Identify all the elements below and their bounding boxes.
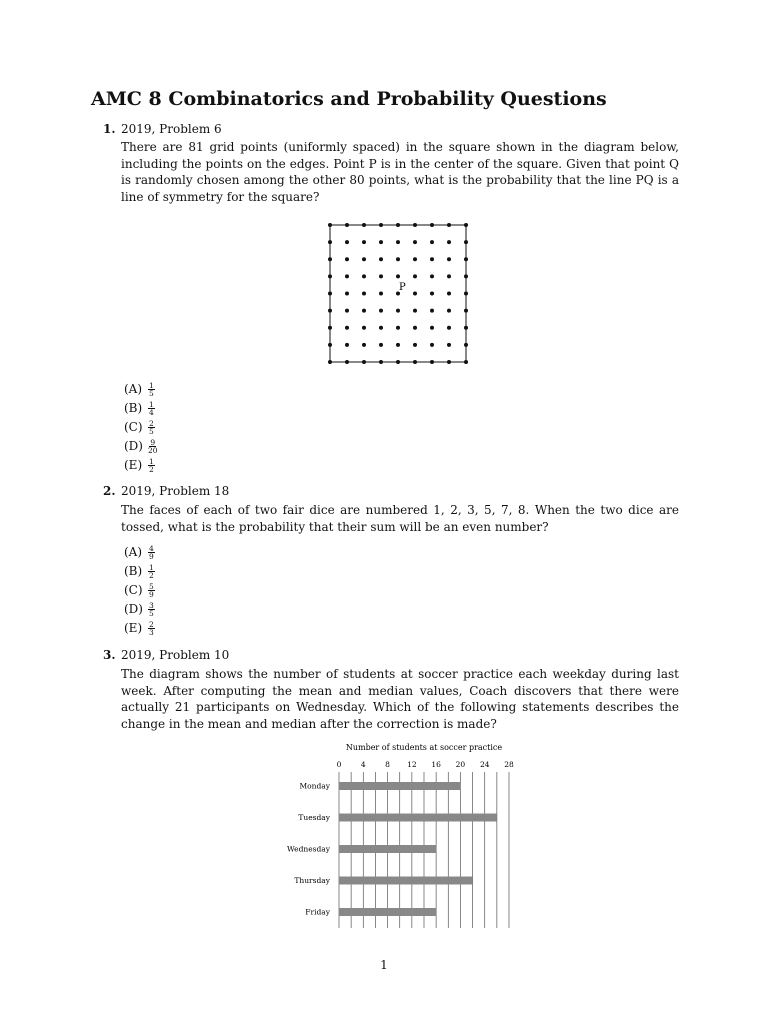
grid-point	[413, 240, 417, 244]
fraction: $\frac{2}{3}$	[149, 619, 154, 637]
tick-label: 12	[407, 760, 417, 769]
problem-3-number: 3.	[103, 648, 116, 662]
grid-point	[345, 292, 349, 296]
grid-point	[328, 326, 332, 330]
grid-point	[362, 274, 366, 278]
grid-point	[430, 240, 434, 244]
grid-point	[379, 257, 383, 261]
bar	[339, 845, 436, 853]
grid-point	[345, 223, 349, 227]
grid-point	[362, 309, 366, 313]
grid-point	[345, 240, 349, 244]
fraction: $\frac{1}{4}$	[149, 399, 154, 417]
grid-point	[328, 240, 332, 244]
grid-diagram	[326, 220, 471, 366]
soccer-practice-chart	[280, 738, 530, 932]
grid-point	[362, 223, 366, 227]
grid-point	[396, 257, 400, 261]
grid-point	[396, 343, 400, 347]
grid-point	[464, 223, 468, 227]
grid-point	[345, 257, 349, 261]
grid-point	[345, 326, 349, 330]
category-label: Tuesday	[298, 813, 330, 822]
category-label: Wednesday	[287, 844, 330, 854]
grid-point	[430, 223, 434, 227]
grid-point	[464, 343, 468, 347]
grid-point	[328, 343, 332, 347]
grid-point	[413, 292, 417, 296]
grid-point	[328, 274, 332, 278]
grid-point	[413, 309, 417, 313]
fraction: $\frac{1}{2}$	[149, 456, 154, 474]
problem-2-text: The faces of each of two fair dice are numbered 1, 2, 3, 5, 7, 8. When the two dice are tossed, what is the probability that their sum will be an even number?	[121, 503, 679, 534]
grid-point	[464, 360, 468, 364]
category-label: Friday	[305, 907, 330, 917]
problem-3-text: The diagram shows the number of students at soccer practice each weekday during last week. After computing the mean and median values, Coach discovers that there were actually 21 participants on Wednesday. Which of the following statements describes the change in the mean and median after the correction is made?	[121, 667, 679, 731]
grid-point	[396, 274, 400, 278]
fraction: $\frac{9}{20}$	[148, 437, 158, 455]
bar	[339, 782, 460, 790]
grid-point	[430, 292, 434, 296]
center-label: P	[399, 282, 406, 293]
problem-1-heading: 2019, Problem 6	[121, 122, 222, 136]
grid-point	[362, 240, 366, 244]
grid-point	[328, 223, 332, 227]
fraction: $\frac{3}{5}$	[149, 600, 154, 618]
tick-label: 28	[504, 760, 514, 769]
choice-b: (B) $\frac{1}{2}$	[124, 562, 154, 580]
grid-point	[464, 240, 468, 244]
grid-point	[396, 309, 400, 313]
page-number: 1	[380, 958, 388, 972]
grid-point	[430, 360, 434, 364]
grid-point	[413, 343, 417, 347]
grid-point	[362, 360, 366, 364]
grid-point	[362, 292, 366, 296]
chart-categories	[287, 782, 331, 917]
grid-point	[379, 240, 383, 244]
tick-label: 4	[360, 760, 366, 769]
grid-point	[430, 343, 434, 347]
fraction: $\frac{1}{2}$	[149, 562, 154, 580]
grid-point	[413, 326, 417, 330]
tick-label: 20	[455, 760, 466, 769]
grid-point	[447, 309, 451, 313]
tick-label: 0	[336, 760, 342, 769]
problem-3-heading: 2019, Problem 10	[121, 648, 230, 662]
grid-point	[328, 309, 332, 313]
fraction: $\frac{1}{5}$	[149, 380, 154, 398]
grid-point	[328, 360, 332, 364]
grid-point	[345, 274, 349, 278]
page-title: AMC 8 Combinatorics and Probability Questions	[91, 88, 607, 110]
grid-point	[328, 257, 332, 261]
grid-point	[447, 240, 451, 244]
grid-point	[379, 326, 383, 330]
grid-point	[362, 326, 366, 330]
grid-point	[413, 223, 417, 227]
grid-point	[328, 292, 332, 296]
grid-point	[464, 274, 468, 278]
grid-point	[464, 326, 468, 330]
grid-point	[396, 240, 400, 244]
fraction: $\frac{5}{9}$	[149, 581, 154, 599]
grid-point	[447, 257, 451, 261]
grid-point	[396, 360, 400, 364]
problem-2-heading: 2019, Problem 18	[121, 484, 230, 498]
grid-point	[345, 343, 349, 347]
choice-c: (C) $\frac{2}{5}$	[124, 418, 154, 436]
choice-e: (E) $\frac{1}{2}$	[124, 456, 154, 474]
category-label: Monday	[299, 781, 330, 791]
grid-point	[413, 274, 417, 278]
grid-point	[430, 274, 434, 278]
grid-point	[413, 257, 417, 261]
choice-d: (D) $\frac{3}{5}$	[124, 600, 154, 618]
fraction: $\frac{2}{5}$	[149, 418, 154, 436]
grid-point	[379, 360, 383, 364]
grid-point	[362, 257, 366, 261]
choice-a: (A) $\frac{1}{5}$	[124, 380, 154, 398]
grid-point	[362, 343, 366, 347]
grid-point	[379, 223, 383, 227]
grid-point	[447, 292, 451, 296]
chart-ticks	[337, 760, 514, 769]
grid-point	[396, 326, 400, 330]
choice-a: (A) $\frac{4}{9}$	[124, 543, 154, 561]
problem-1-text: There are 81 grid points (uniformly spaced) in the square shown in the diagram below, including the points on the edges. Point P is in the center of the square. Given that point Q is randomly chosen among the other 80 points, what is the probability that the line PQ is a line of symmetry for the square?	[121, 140, 679, 204]
grid-point	[379, 309, 383, 313]
grid-point	[447, 360, 451, 364]
choice-e: (E) $\frac{2}{3}$	[124, 619, 154, 637]
grid-point	[447, 223, 451, 227]
grid-point	[430, 257, 434, 261]
chart-title: Number of students at soccer practice	[345, 743, 503, 752]
grid-point	[345, 309, 349, 313]
choice-d: (D) $\frac{9}{20}$	[124, 437, 158, 455]
fraction: $\frac{4}{9}$	[149, 543, 154, 561]
problem-1-number: 1.	[103, 122, 116, 136]
tick-label: 16	[431, 760, 441, 769]
grid-point	[396, 223, 400, 227]
problem-2-number: 2.	[103, 484, 116, 498]
problem-1-choices	[124, 380, 158, 475]
grid-point	[413, 360, 417, 364]
grid-point	[430, 309, 434, 313]
chart-bars	[339, 782, 497, 916]
grid-points	[328, 223, 468, 364]
grid-point	[447, 343, 451, 347]
grid-point	[379, 292, 383, 296]
grid-point	[464, 292, 468, 296]
grid-point	[447, 326, 451, 330]
tick-label: 8	[385, 760, 390, 769]
bar	[339, 814, 497, 822]
bar	[339, 877, 473, 885]
grid-point	[379, 343, 383, 347]
tick-label: 24	[479, 760, 490, 769]
category-label: Thursday	[294, 876, 330, 885]
grid-point	[464, 257, 468, 261]
grid-point	[430, 326, 434, 330]
grid-point	[345, 360, 349, 364]
choice-c: (C) $\frac{5}{9}$	[124, 581, 154, 599]
choice-b: (B) $\frac{1}{4}$	[124, 399, 154, 417]
grid-point	[379, 274, 383, 278]
grid-point	[447, 274, 451, 278]
problem-2-choices	[124, 543, 155, 638]
grid-point	[464, 309, 468, 313]
bar	[339, 908, 436, 916]
